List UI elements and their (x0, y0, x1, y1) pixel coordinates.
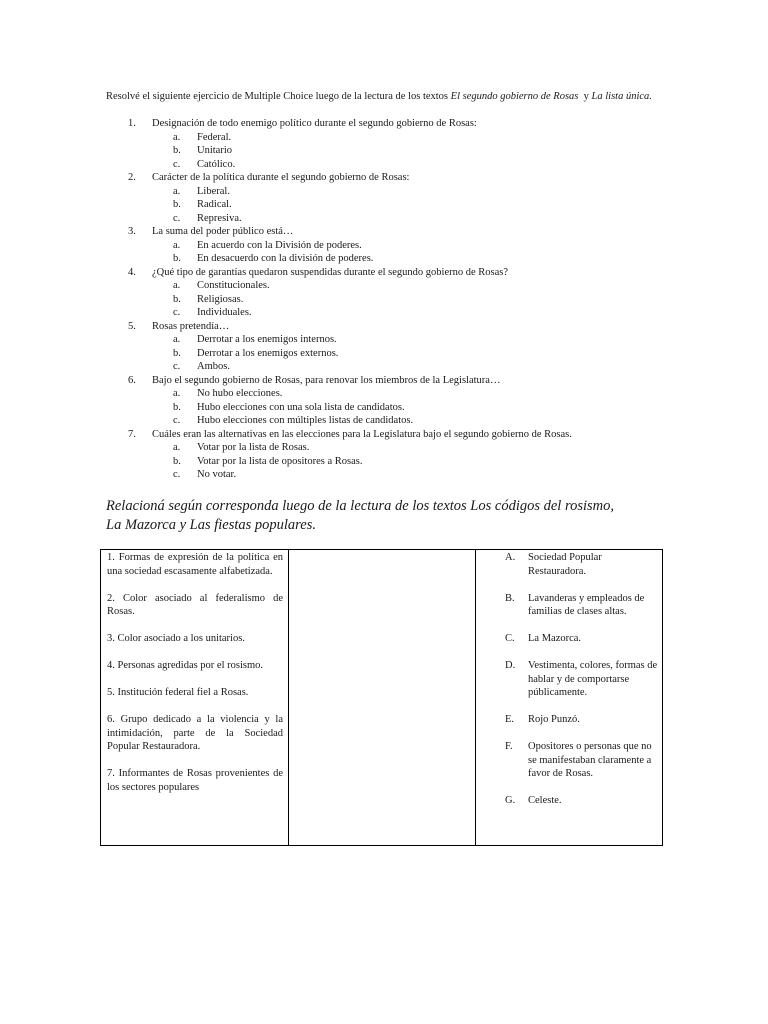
answer-option (106, 252, 666, 266)
answer-option (106, 158, 666, 172)
option-letter: a. (173, 388, 181, 399)
matching-left-item: 3. Color asociado a los unitarios. (107, 633, 245, 644)
question-text: Designación de todo enemigo político durante el segundo gobierno de Rosas: (152, 118, 477, 129)
question-row (106, 428, 666, 442)
question-item (106, 266, 666, 320)
question-text: ¿Qué tipo de garantías quedaron suspendidas durante el segundo gobierno de Rosas? (152, 266, 509, 278)
question-text: La suma del poder público está… (152, 226, 294, 237)
answer-option (106, 198, 666, 212)
option-letter: a. (173, 239, 181, 251)
column-divider-2 (475, 550, 476, 845)
option-letter: b. (173, 455, 181, 467)
option-letter: a. (173, 280, 181, 291)
question-row (106, 374, 666, 388)
option-text: En acuerdo con la División de poderes. (197, 239, 362, 251)
option-text: Unitario (197, 145, 232, 156)
matching-text: Lavanderas y empleados de familias de clases altas. (528, 592, 645, 617)
answer-option (106, 401, 666, 415)
matching-left-item: 5. Institución federal fiel a Rosas. (107, 687, 249, 698)
question-row (106, 266, 666, 280)
matching-letter: G. (505, 795, 516, 806)
instructions-connector: y (578, 91, 592, 102)
matching-left-column (107, 551, 283, 808)
option-letter: c. (173, 212, 181, 224)
question-number: 3. (128, 226, 136, 237)
answer-option (106, 293, 666, 307)
matching-letter: C. (505, 633, 515, 644)
instructions-prefix: Resolvé el siguiente ejercicio de Multiple Choice luego de la lectura de los textos (106, 91, 451, 102)
matching-right-item (477, 632, 661, 646)
answer-option (106, 347, 666, 361)
option-text: En desacuerdo con la división de poderes. (197, 253, 374, 264)
question-text: Rosas pretendía… (152, 320, 230, 332)
matching-text: Rojo Punzó. (528, 714, 580, 725)
option-letter: b. (173, 199, 181, 210)
matching-right-item (477, 551, 661, 578)
question-number: 6. (128, 374, 136, 386)
matching-right-column (477, 551, 661, 821)
question-text: Bajo el segundo gobierno de Rosas, para renovar los miembros de la Legislatura… (152, 374, 501, 386)
option-text: Derrotar a los enemigos externos. (197, 347, 339, 359)
option-letter: c. (173, 469, 181, 480)
column-divider-1 (288, 550, 289, 845)
question-text: Carácter de la política durante el segundo gobierno de Rosas: (152, 172, 410, 183)
question-item (106, 374, 666, 428)
answer-option (106, 455, 666, 469)
question-text: Cuáles eran las alternativas en las elecciones para la Legislatura bajo el segundo gobierno de Rosas. (152, 428, 572, 440)
text-title-1: El segundo gobierno de Rosas (450, 91, 579, 102)
matching-right-item (477, 592, 661, 619)
option-text: Radical. (197, 199, 232, 210)
instructions (106, 90, 706, 104)
option-text: Votar por la lista de Rosas. (197, 442, 310, 453)
answer-option (106, 279, 666, 293)
option-text: Votar por la lista de opositores a Rosas. (197, 455, 363, 467)
answer-option (106, 185, 666, 199)
matching-text: Vestimenta, colores, formas de hablar y de comportarse públicamente. (528, 660, 658, 698)
option-text: Federal. (197, 131, 232, 143)
option-letter: a. (173, 334, 181, 345)
question-item (106, 225, 666, 266)
option-text: Religiosas. (197, 293, 244, 305)
option-letter: a. (173, 185, 181, 197)
option-letter: b. (173, 347, 181, 359)
matching-letter: A. (505, 552, 516, 563)
multiple-choice-list (106, 117, 666, 482)
answer-option (106, 360, 666, 374)
answer-option (106, 131, 666, 145)
matching-right-item (477, 713, 661, 727)
question-item (106, 117, 666, 171)
matching-text: La Mazorca. (528, 633, 582, 644)
question-row (106, 320, 666, 334)
question-item (106, 320, 666, 374)
option-letter: a. (173, 442, 181, 453)
answer-option (106, 144, 666, 158)
option-text: No votar. (197, 469, 237, 480)
matching-letter: F. (505, 741, 513, 752)
matching-letter: E. (505, 714, 515, 725)
option-text: Individuales. (197, 307, 252, 318)
option-letter: a. (173, 131, 181, 143)
matching-table (100, 549, 663, 846)
matching-left-item: 7. Informantes de Rosas provenientes de los sectores populares (107, 768, 283, 793)
option-text: Hubo elecciones con múltiples listas de candidatos. (197, 415, 414, 426)
option-text: Hubo elecciones con una sola lista de candidatos. (197, 401, 405, 413)
answer-option (106, 468, 666, 482)
option-letter: c. (173, 361, 181, 372)
question-item (106, 171, 666, 225)
matching-left-item: 1. Formas de expresión de la política en una sociedad escasamente alfabetizada. (107, 552, 283, 577)
matching-heading: Relacioná según corresponda luego de la lectura de los textos Los códigos del rosismo, La Mazorca y Las fiestas populares. (106, 498, 614, 533)
question-number: 1. (128, 118, 136, 129)
answer-option (106, 212, 666, 226)
option-letter: b. (173, 293, 181, 305)
answer-option (106, 414, 666, 428)
matching-letter: D. (505, 660, 516, 671)
option-letter: c. (173, 307, 181, 318)
question-number: 4. (128, 266, 136, 278)
option-text: Constitucionales. (197, 280, 270, 291)
answer-option (106, 387, 666, 401)
text-title-2: La lista única. (591, 91, 652, 102)
option-letter: c. (173, 158, 181, 170)
question-item (106, 428, 666, 482)
question-number: 7. (128, 428, 136, 440)
matching-letter: B. (505, 592, 515, 604)
matching-left-item: 6. Grupo dedicado a la violencia y la intimidación, parte de la Sociedad Popular Restauradora. (107, 714, 283, 752)
matching-left-item: 4. Personas agredidas por el rosismo. (107, 660, 264, 671)
question-number: 2. (128, 172, 136, 183)
option-letter: b. (173, 401, 181, 413)
matching-right-item (477, 740, 661, 781)
option-text: No hubo elecciones. (197, 388, 283, 399)
question-row (106, 225, 666, 239)
option-text: Católico. (197, 158, 236, 170)
answer-option (106, 333, 666, 347)
option-letter: b. (173, 253, 181, 264)
matching-right-item (477, 794, 661, 808)
matching-text: Opositores o personas que no se manifestaban claramente a favor de Rosas. (528, 741, 652, 779)
question-row (106, 171, 666, 185)
matching-text: Sociedad Popular Restauradora. (528, 552, 602, 577)
question-number: 5. (128, 320, 136, 332)
answer-option (106, 306, 666, 320)
option-text: Liberal. (197, 185, 230, 197)
answer-option (106, 441, 666, 455)
matching-text: Celeste. (528, 795, 562, 806)
matching-right-item (477, 659, 661, 700)
option-letter: c. (173, 415, 181, 426)
matching-left-item: 2. Color asociado al federalismo de Rosas. (107, 592, 283, 617)
option-letter: b. (173, 145, 181, 156)
answer-option (106, 239, 666, 253)
option-text: Derrotar a los enemigos internos. (197, 334, 337, 345)
option-text: Ambos. (197, 361, 230, 372)
option-text: Represiva. (197, 212, 242, 224)
question-row (106, 117, 666, 131)
